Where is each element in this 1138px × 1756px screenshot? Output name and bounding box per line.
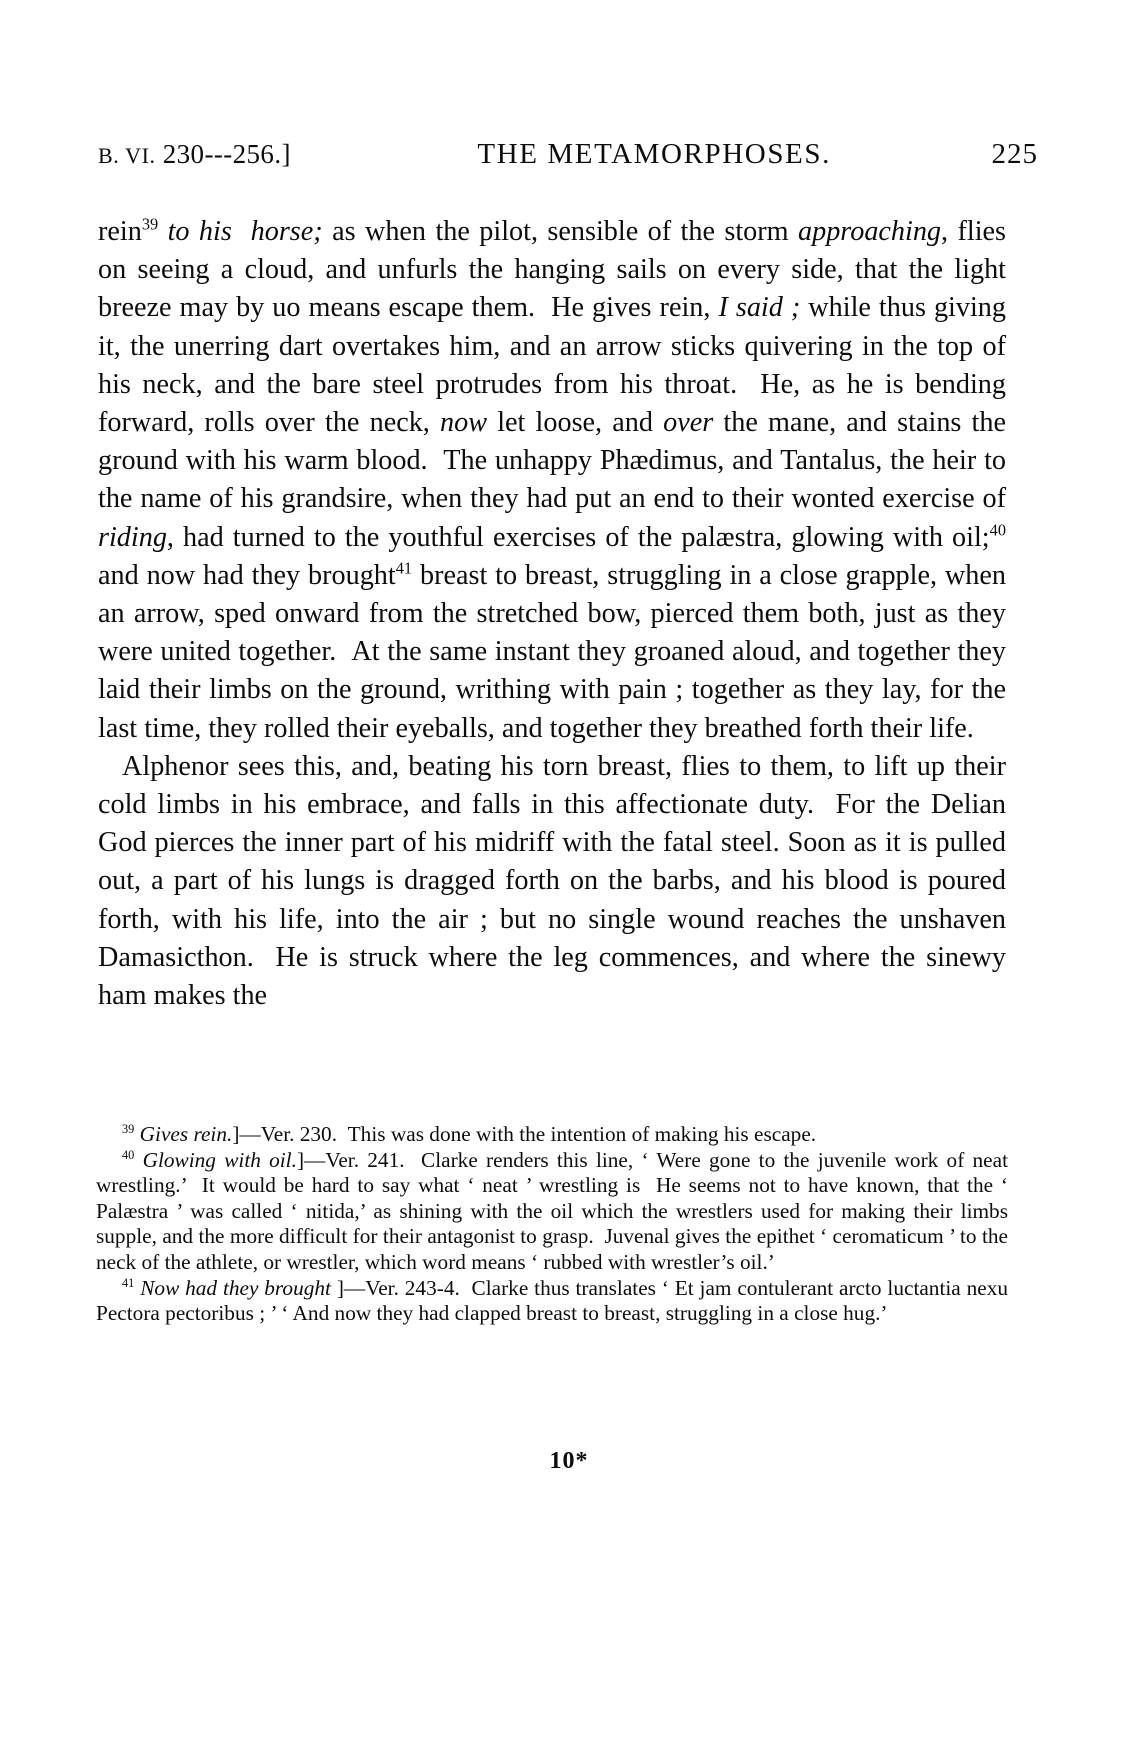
paragraph-1: rein$^{39}$ to his horse; as when the pilot, sensible of the storm approaching, flies on seeing a cloud, and unfurls the hanging sails on every side, that the light breeze may by uo means escape them. He gives rein, I said ; while thus giving it, the unerring dart overtakes him, and an arrow sticks quivering in the top of his neck, and the bare steel protrudes from his throat. He, as he is bending forward, rolls over the neck, now let loose, and over the mane, and stains the ground with his warm blood. The unhappy Phædimus, and Tantalus, the heir to the name of his grandsire, when they had put an end to their wonted exercise of riding, had turned to the youthful exercises of the palæstra, glowing with oil;$^{40}$ and now had they brought$^{41}$ breast to breast, struggling in a close grapple, when an arrow, sped onward from the stretched bow, pierced them both, just as they were united together. At the same instant they groaned aloud, and together they laid their limbs on the ground, writhing with pain ; together as they lay, for the last time, they rolled their eyeballs, and together they breathed forth their life.	[98, 214, 1007, 744]
book-reference-lines: 230---256.]	[162, 139, 291, 169]
footnote-40: $^{40}$ Glowing with oil.]—Ver. 241. Clarke renders this line, ‘ Were gone to the juvenile work of neat wrestling.’ It would be hard to say what ‘ neat ’ wrestling is He seems not to have known, that the ‘ Palæstra ’ was called ‘ nitida,’ as shining with the oil which the wrestlers used for making their limbs supple, and the more difficult for their antagonist to grasp. Juvenal gives the epithet ‘ ceromaticum ’ to the neck of the athlete, or wrestler, which word means ‘ rubbed with wrestler’s oil.’	[96, 1147, 1009, 1274]
running-head	[98, 138, 1038, 171]
footnote-41: $^{41}$ Now had they brought ]—Ver. 243-4. Clarke thus translates ‘ Et jam contulerant arcto luctantia nexu Pectora pectoribus ; ’ ‘ And now they had clapped breast to breast, struggling in a close hug.’	[96, 1275, 1009, 1326]
body-text	[98, 213, 1006, 1015]
footnote-39: $^{39}$ Gives rein.]—Ver. 230. This was done with the intention of making his escape.	[122, 1121, 817, 1146]
book-reference-prefix: B. VI.	[98, 143, 156, 168]
footnotes-section	[96, 1122, 1008, 1327]
paragraph-2: Alphenor sees this, and, beating his torn breast, flies to them, to lift up their cold limbs in his embrace, and falls in this affectionate duty. For the Delian God pierces the inner part of his midriff with the fatal steel. Soon as it is pulled out, a part of his lungs is dragged forth on the barbs, and his blood is poured forth, with his life, into the air ; but no single wound reaches the unshaven Damasicthon. He is struck where the leg commences, and where the sinewy ham makes the	[98, 750, 1006, 1012]
page-number: 225	[991, 138, 1038, 170]
signature-mark: 10*	[549, 1448, 589, 1474]
page-title: THE METAMORPHOSES.	[477, 138, 831, 170]
book-reference	[98, 139, 291, 170]
